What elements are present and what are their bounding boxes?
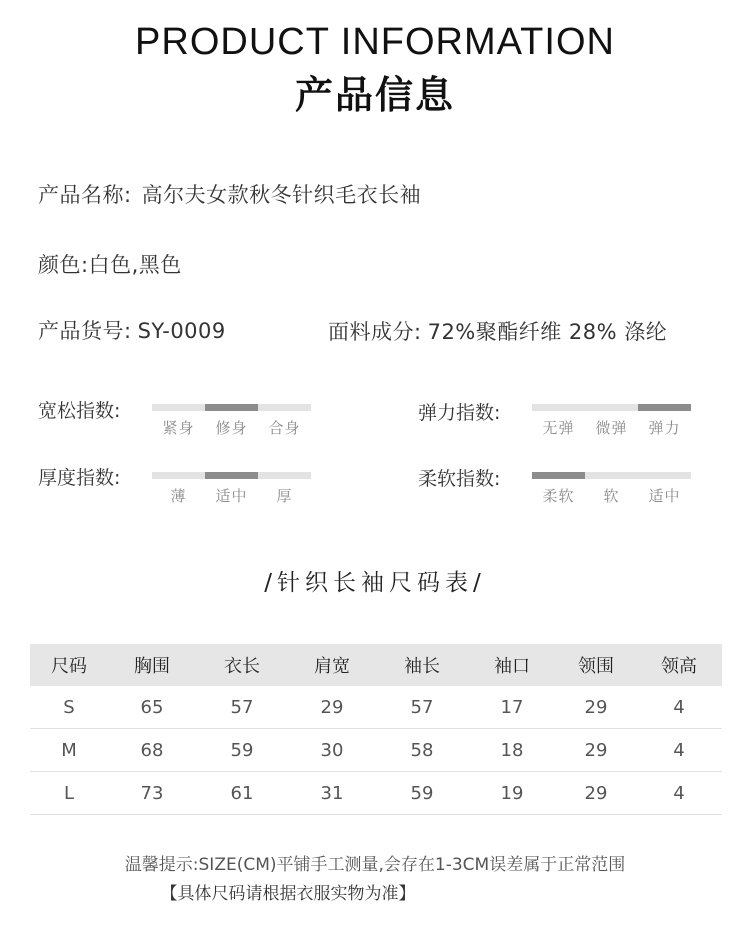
scale-segment xyxy=(152,472,205,479)
fabric-row xyxy=(328,318,667,346)
thickness-index-label: 厚度指数: xyxy=(38,467,121,489)
sku-row xyxy=(38,317,226,345)
product-name-label: 产品名称: xyxy=(38,183,132,207)
color-row xyxy=(38,251,182,279)
table-row xyxy=(30,686,722,729)
table-cell: 30 xyxy=(288,729,376,772)
scale-segment xyxy=(205,472,258,479)
color-label: 颜色: xyxy=(38,253,89,277)
table-cell: 29 xyxy=(556,729,636,772)
softness-index-scale xyxy=(532,472,691,518)
scale-option: 无弹 xyxy=(542,419,575,437)
table-cell: 65 xyxy=(108,686,196,729)
table-cell: 58 xyxy=(376,729,468,772)
table-cell: 57 xyxy=(376,686,468,729)
scale-option: 合身 xyxy=(268,419,301,437)
scale-segment xyxy=(585,404,638,411)
size-chart-title: /针织长袖尺码表/ xyxy=(264,570,486,596)
table-cell: 17 xyxy=(468,686,556,729)
scale-segment xyxy=(638,404,691,411)
column-header: 领围 xyxy=(556,644,636,686)
size-table xyxy=(30,644,722,815)
product-name-row xyxy=(38,181,421,209)
thickness-index-scale xyxy=(152,472,311,518)
table-cell: 4 xyxy=(636,686,722,729)
looseness-index-label: 宽松指数: xyxy=(38,400,121,422)
color-value: 白色,黑色 xyxy=(88,253,182,277)
table-row xyxy=(30,772,722,815)
elasticity-index-label: 弹力指数: xyxy=(418,402,501,424)
table-cell: 73 xyxy=(108,772,196,815)
scale-option: 适中 xyxy=(648,487,681,505)
table-cell: 4 xyxy=(636,729,722,772)
scale-option: 柔软 xyxy=(542,487,575,505)
measurement-note: 【具体尺码请根据衣服实物为准】 xyxy=(160,884,416,904)
scale-option: 紧身 xyxy=(162,419,195,437)
table-cell: M xyxy=(30,729,108,772)
table-cell: 57 xyxy=(196,686,288,729)
table-cell: L xyxy=(30,772,108,815)
softness-index-label: 柔软指数: xyxy=(418,468,501,490)
scale-segment xyxy=(585,472,638,479)
table-cell: 59 xyxy=(196,729,288,772)
sku-label: 产品货号: xyxy=(38,319,132,343)
table-cell: S xyxy=(30,686,108,729)
table-cell: 19 xyxy=(468,772,556,815)
scale-option: 微弹 xyxy=(595,419,628,437)
elasticity-index-scale xyxy=(532,404,691,450)
table-cell: 29 xyxy=(556,772,636,815)
column-header: 领高 xyxy=(636,644,722,686)
scale-segment xyxy=(152,404,205,411)
table-cell: 18 xyxy=(468,729,556,772)
scale-option: 弹力 xyxy=(648,419,681,437)
product-name-value: 高尔夫女款秋冬针织毛衣长袖 xyxy=(141,183,422,207)
fabric-value: 72%聚酯纤维 28% 涤纶 xyxy=(427,320,668,344)
scale-segment xyxy=(258,472,311,479)
column-header: 衣长 xyxy=(196,644,288,686)
table-cell: 61 xyxy=(196,772,288,815)
table-cell: 29 xyxy=(556,686,636,729)
column-header: 袖长 xyxy=(376,644,468,686)
column-header: 肩宽 xyxy=(288,644,376,686)
sku-value: SY-0009 xyxy=(137,319,226,343)
measurement-tip: 温馨提示:SIZE(CM)平铺手工测量,会存在1-3CM误差属于正常范围 xyxy=(124,855,626,875)
table-cell: 68 xyxy=(108,729,196,772)
column-header: 袖口 xyxy=(468,644,556,686)
size-table-header xyxy=(30,644,722,686)
scale-option: 薄 xyxy=(170,487,187,505)
scale-segment xyxy=(532,472,585,479)
page-title-cn: 产品信息 xyxy=(294,73,455,117)
scale-segment xyxy=(532,404,585,411)
page-title-en: PRODUCT INFORMATION xyxy=(135,21,615,63)
scale-option: 厚 xyxy=(276,487,293,505)
table-cell: 4 xyxy=(636,772,722,815)
scale-segment xyxy=(258,404,311,411)
table-cell: 59 xyxy=(376,772,468,815)
scale-segment xyxy=(638,472,691,479)
table-row xyxy=(30,729,722,772)
table-cell: 31 xyxy=(288,772,376,815)
looseness-index-scale xyxy=(152,404,311,450)
column-header: 尺码 xyxy=(30,644,108,686)
column-header: 胸围 xyxy=(108,644,196,686)
fabric-label: 面料成分: xyxy=(328,320,422,344)
scale-option: 适中 xyxy=(215,487,248,505)
scale-option: 修身 xyxy=(215,419,248,437)
scale-option: 软 xyxy=(603,487,620,505)
table-cell: 29 xyxy=(288,686,376,729)
scale-segment xyxy=(205,404,258,411)
